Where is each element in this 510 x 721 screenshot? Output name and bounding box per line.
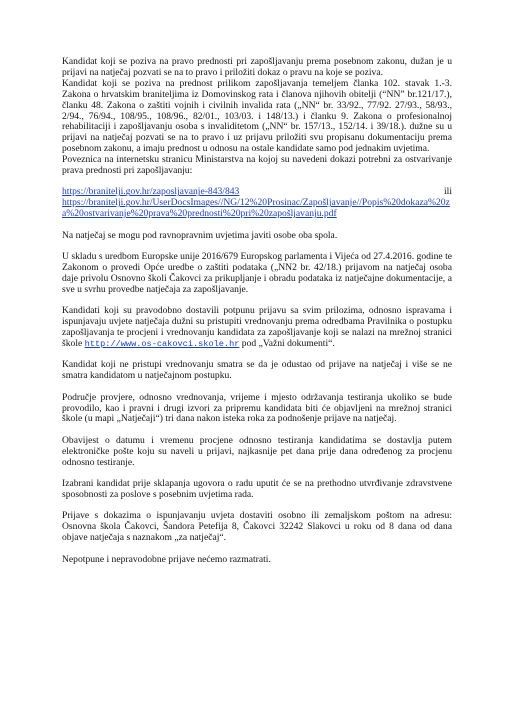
ministry-link-1[interactable]: https://branitelji.gov.hr/zaposljavanje-843/843	[62, 186, 240, 198]
incomplete-applications-paragraph: Nepotpune i nepravodobne prijave nećemo razmatrati.	[62, 553, 271, 565]
ministry-links	[62, 187, 452, 220]
evaluation-text-end: pod „Važni dokumenti“.	[241, 337, 335, 349]
health-check-paragraph: Izabrani kandidat prije sklapanja ugovora o radu uputit će se na prethodno utvrđivanje zdravstvene sposobnosti za poslove s posebnim uvjetima rada.	[62, 478, 452, 500]
veterans-priority-paragraph: Kandidat koji se poziva na prednost prilikom zapošljavanja temeljem članka 102. stavak 1.-3. Zakona o hrvatskim braniteljima iz Domovinskog rata i članova njihovih obitelji (“NN” br.121/17.), članku 48. Zakona o zaštiti vojnih i civilnih invalida rata („NN“ br. 33/92., 77/92. 27/93., 58/93., 2/94., 76/94., 108/95., 108/96., 82/01., 103/03. i 148/13.) i članku 9. Zakona o profesionalnoj rehabilitaciji i zapošljavanju osoba s invaliditetom („NN“ br. 157/13., 152/14. i 39/18.). dužne su u prijavi na natječaj pozvati se na to pravo i uz prijavu priložiti svu propisanu dokumentaciju prema posebnom zakonu, a imaju prednost u odnosu na ostale kandidate samo pod jednakim uvjetima.	[62, 77, 452, 155]
gdpr-paragraph: U skladu s uredbom Europske unije 2016/679 Europskog parlamenta i Vijeća od 27.4.2016. godine te Zakonom o provedi Opće uredbe o zaštiti podataka („NN2 br. 42/18.) prijavom na natječaj osoba daje privolu Osnovno školi Čakovci za prikupljanje i obradu podataka iz natječajne dokumentacije, a sve u svrhu provedbe natječaja za zapošljavanje.	[62, 251, 452, 295]
equal-gender-paragraph: Na natječaj se mogu pod ravnopravnim uvjetima javiti osobe oba spola.	[62, 229, 338, 241]
document-page	[62, 57, 452, 566]
withdrawal-paragraph: Kandidat koji ne pristupi vrednovanju smatra se da je odustao od prijave na natječaj i više se ne smatra kandidatom u natječajnom postupku.	[62, 359, 452, 382]
priority-right-paragraph: Kandidat koji se poziva na pravo prednosti pri zapošljavanju prema posebnom zakonu, dužan je u prijavi na natječaj pozvati se na to pravo i priložiti dokaz o pravu na koje se poziva.	[62, 56, 452, 78]
notification-paragraph: Obavijest o datumu i vremenu procjene odnosno testiranja kandidatima se dostavlja putem elektroničke pošte koju su naveli u prijavi, najkasnije pet dana prije dana određenog za procjenu odnosno testiranje.	[62, 434, 452, 468]
testing-area-paragraph: Područje provjere, odnosno vrednovanja, vrijeme i mjesto održavanja testiranja ukoliko se bude provodilo, kao i pravni i drugi izvori za pripremu kandidata biti će objavljeni na mrežnoj stranici škole (u mapi „Natječaji“) tri dana nakon isteka roka za podnošenje prijave na natječaj.	[62, 391, 452, 425]
ministry-link-intro: Poveznica na internetsku stranicu Ministarstva na kojoj su navedeni dokazi potrebni za ostvarivanje prava prednosti pri zapošljavanju:	[62, 154, 452, 177]
school-website-link[interactable]: http://www.os-cakovci.skole.hr	[84, 338, 240, 349]
evaluation-text: Kandidati koji su pravodobno dostavili potpunu prijavu sa svim prilozima, odnosno ispravama i ispunjavaju uvjete natječaja dužni su pristupiti vrednovanju prema odredbama Pravilnika o postupku zapošljavanja te procjeni i vrednovanju kandidata za zapošljavanje koji se nalazi na mrežnoj stranici škole	[62, 305, 452, 349]
submission-paragraph: Prijave s dokazima o ispunjavanju uvjeta dostaviti osobno ili zemaljskom poštom na adresu: Osnovna škola Čakovci, Šandora Petefija 8, Čakovci 32242 Slakovci u roku od 8 dana od dana objave natječaja s naznakom „za natječaj“.	[62, 510, 452, 544]
link-or-text: ili	[444, 186, 452, 198]
ministry-link-2[interactable]: https://branitelji.gov.hr/UserDocsImages//NG/12%20Prosinac/Zapošljavanje//Popis%20dokaza%20za%20ostvarivanje%20prava%20prednosti%20pri%20zapošljavanju.pdf	[62, 197, 450, 220]
evaluation-paragraph	[62, 306, 452, 350]
